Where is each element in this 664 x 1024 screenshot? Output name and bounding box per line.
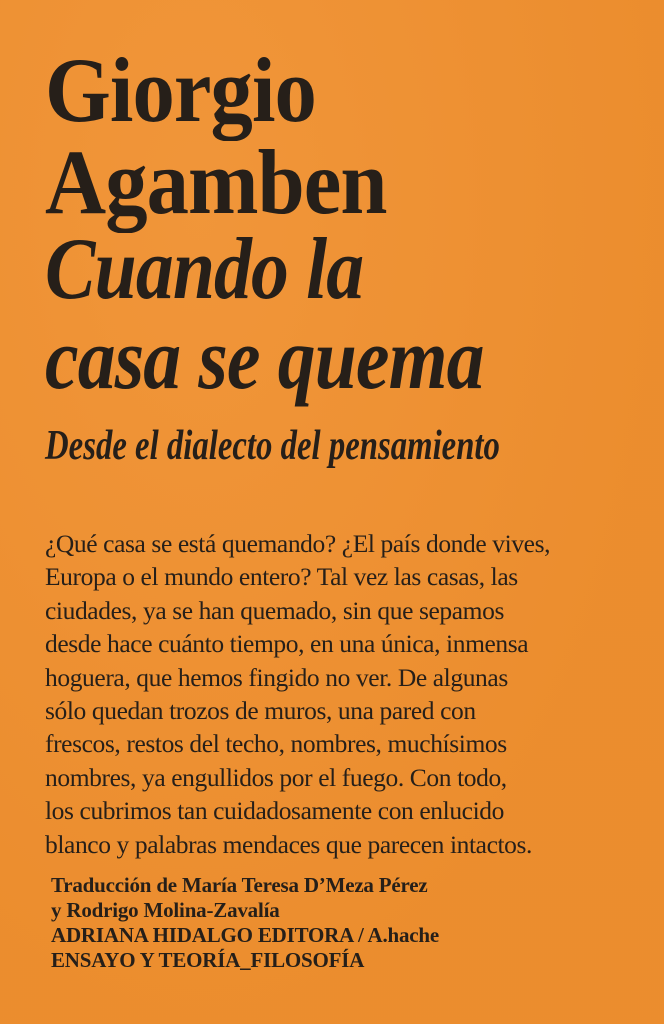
- excerpt-line: ciudades, ya se han quemado, sin que sepamos: [45, 595, 504, 625]
- credits: [51, 873, 626, 973]
- author-line-1: Giorgio: [45, 39, 316, 141]
- author-name: [45, 39, 626, 233]
- collection-line: ENSAYO Y TEORÍA_FILOSOFÍA: [51, 948, 365, 973]
- book-title: [45, 221, 626, 408]
- excerpt-line: ¿Qué casa se está quemando? ¿El país donde vives,: [45, 529, 551, 558]
- title-line-2: casa se quema: [45, 311, 484, 408]
- author-line-2: Agamben: [45, 131, 387, 233]
- back-cover-excerpt: [45, 527, 626, 861]
- excerpt-line: nombres, ya engullidos por el fuego. Con todo,: [45, 762, 507, 792]
- excerpt-line: desde hace cuánto tiempo, en una única, inmensa: [45, 629, 529, 659]
- excerpt-line: frescos, restos del techo, nombres, muchísimos: [45, 729, 507, 759]
- excerpt-line: los cubrimos tan cuidadosamente con enlucido: [45, 796, 504, 826]
- translation-credit-line-1: Traducción de María Teresa D’Meza Pérez: [51, 873, 428, 898]
- publisher-line: ADRIANA HIDALGO EDITORA / A.hache: [51, 923, 439, 948]
- title-line-1: Cuando la: [45, 221, 364, 318]
- excerpt-line: hoguera, que hemos fingido no ver. De algunas: [45, 662, 508, 692]
- book-subtitle: Desde el dialecto del pensamiento: [45, 423, 500, 469]
- excerpt-line: sólo quedan trozos de muros, una pared con: [45, 696, 476, 726]
- translation-credit-line-2: y Rodrigo Molina-Zavalía: [51, 898, 280, 923]
- excerpt-line: blanco y palabras mendaces que parecen intactos.: [45, 829, 533, 859]
- excerpt-line: Europa o el mundo entero? Tal vez las casas, las: [45, 562, 518, 592]
